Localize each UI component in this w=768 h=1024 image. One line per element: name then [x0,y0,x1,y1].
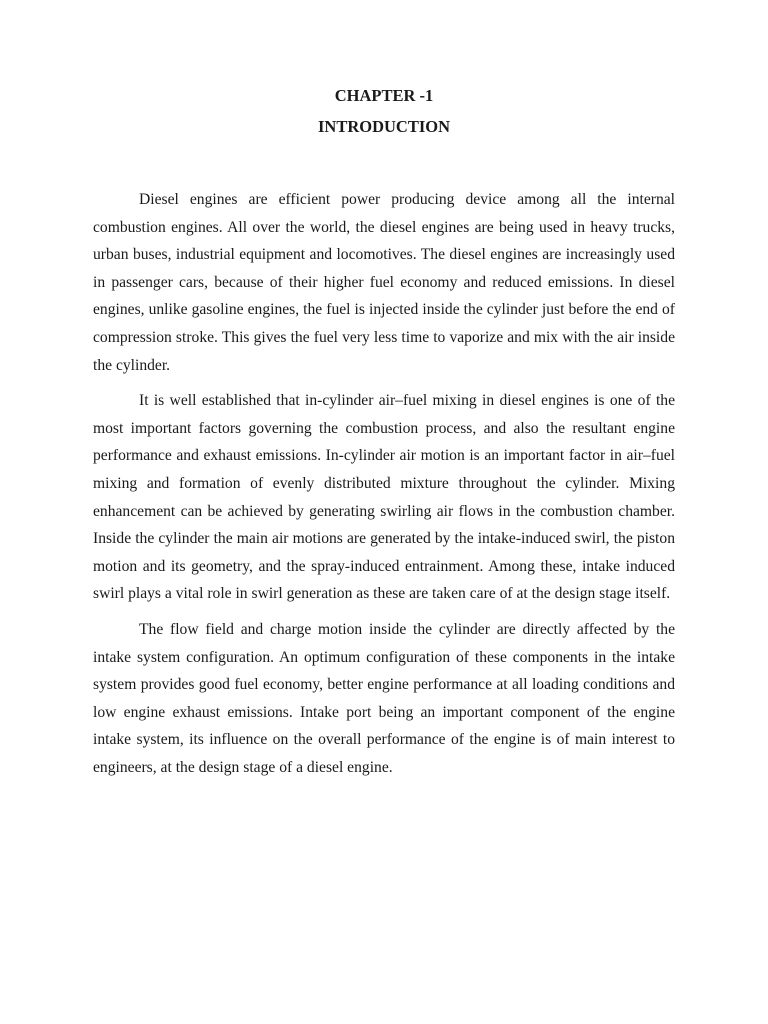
chapter-title: INTRODUCTION [317,117,451,136]
chapter-body [93,186,675,789]
paragraph-3: The flow field and charge motion inside the cylinder are directly affected by the intake system configuration. An optimum configuration of these components in the intake system provides good fuel economy, better engine performance at all loading conditions and low engine exhaust emissions. Intake port being an important component of the engine intake system, its influence on the overall performance of the engine is of main interest to engineers, at the design stage of a diesel engine. [93,620,675,776]
paragraph-1: Diesel engines are efficient power producing device among all the internal combustion engines. All over the world, the diesel engines are being used in heavy trucks, urban buses, industrial equipment and locomotives. The diesel engines are increasingly used in passenger cars, because of their higher fuel economy and reduced emissions. In diesel engines, unlike gasoline engines, the fuel is injected inside the cylinder just before the end of compression stroke. This gives the fuel very less time to vaporize and mix with the air inside the cylinder. [93,191,675,374]
paragraph-2: It is well established that in-cylinder air–fuel mixing in diesel engines is one of the most important factors governing the combustion process, and also the resultant engine performance and exhaust emissions. In-cylinder air motion is an important factor in air–fuel mixing and formation of evenly distributed mixture throughout the cylinder. Mixing enhancement can be achieved by generating swirling air flows in the combustion chamber. Inside the cylinder the main air motions are generated by the intake-induced swirl, the piston motion and its geometry, and the spray-induced entrainment. Among these, intake induced swirl plays a vital role in swirl generation as these are taken care of at the design stage itself. [93,392,675,603]
chapter-number: CHAPTER -1 [334,86,434,105]
